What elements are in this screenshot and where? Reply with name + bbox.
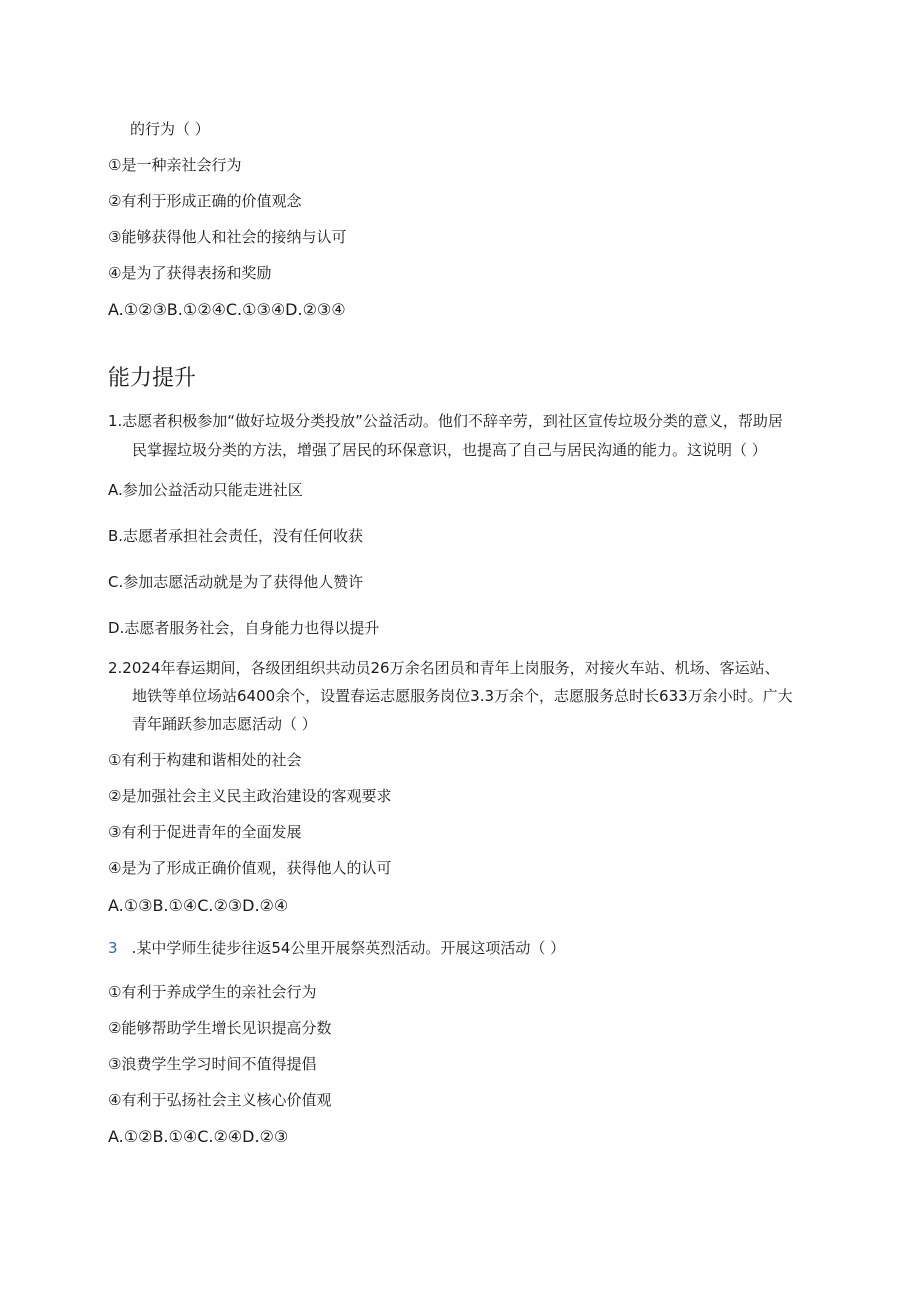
q3-option-3: ③浪费学生学习时间不值得提倡 — [108, 1055, 317, 1073]
q3-answer-choices: A.①②B.①④C.②④D.②③ — [108, 1127, 289, 1146]
q3-option-4: ④有利于弘扬社会主义核心价值观 — [108, 1091, 332, 1109]
prev-option-1: ①是一种亲社会行为 — [108, 156, 242, 174]
section-title: 能力提升 — [108, 366, 197, 391]
q2-option-3: ③有利于促进青年的全面发展 — [108, 823, 302, 841]
q1-choice-c: C.参加志愿活动就是为了获得他人赞许 — [108, 573, 364, 591]
q3-stem — [108, 938, 565, 958]
q1-stem-line-1: 1.志愿者积极参加“做好垃圾分类投放”公益活动。他们不辞辛劳，到社区宣传垃圾分类的意义，帮助居 — [108, 412, 783, 430]
prev-question-stem: 的行为（ ） — [130, 120, 210, 138]
q3-stem-text: .某中学师生徒步往返54公里开展祭英烈活动。开展这项活动（ ） — [131, 939, 566, 957]
q2-stem-line-2: 地铁等单位场站6400余个，设置春运志愿服务岗位3.3万余个，志愿服务总时长633万余小时。广大 — [132, 687, 793, 705]
prev-option-4: ④是为了获得表扬和奖励 — [108, 264, 272, 282]
prev-answer-choices: A.①②③B.①②④C.①③④D.②③④ — [108, 300, 346, 319]
prev-option-2: ②有利于形成正确的价值观念 — [108, 192, 302, 210]
q3-number: 3 — [108, 939, 118, 957]
q2-option-1: ①有利于构建和谐相处的社会 — [108, 751, 302, 769]
q2-stem-line-1: 2.2024年春运期间，各级团组织共动员26万余名团员和青年上岗服务，对接火车站、机场、客运站、 — [108, 659, 780, 677]
q1-choice-b: B.志愿者承担社会责任，没有任何收获 — [108, 527, 364, 545]
q3-option-2: ②能够帮助学生增长见识提高分数 — [108, 1019, 332, 1037]
q3-option-1: ①有利于养成学生的亲社会行为 — [108, 983, 317, 1001]
q1-choice-a: A.参加公益活动只能走进社区 — [108, 481, 303, 499]
q1-stem-line-2: 民掌握垃圾分类的方法，增强了居民的环保意识，也提高了自己与居民沟通的能力。这说明（ ） — [132, 441, 767, 459]
q2-option-4: ④是为了形成正确价值观，获得他人的认可 — [108, 859, 392, 877]
prev-option-3: ③能够获得他人和社会的接纳与认可 — [108, 228, 347, 246]
q1-choice-d: D.志愿者服务社会，自身能力也得以提升 — [108, 619, 380, 637]
q2-option-2: ②是加强社会主义民主政治建设的客观要求 — [108, 787, 392, 805]
q2-answer-choices: A.①③B.①④C.②③D.②④ — [108, 896, 289, 915]
q2-stem-line-3: 青年踊跃参加志愿活动（ ） — [132, 715, 317, 733]
